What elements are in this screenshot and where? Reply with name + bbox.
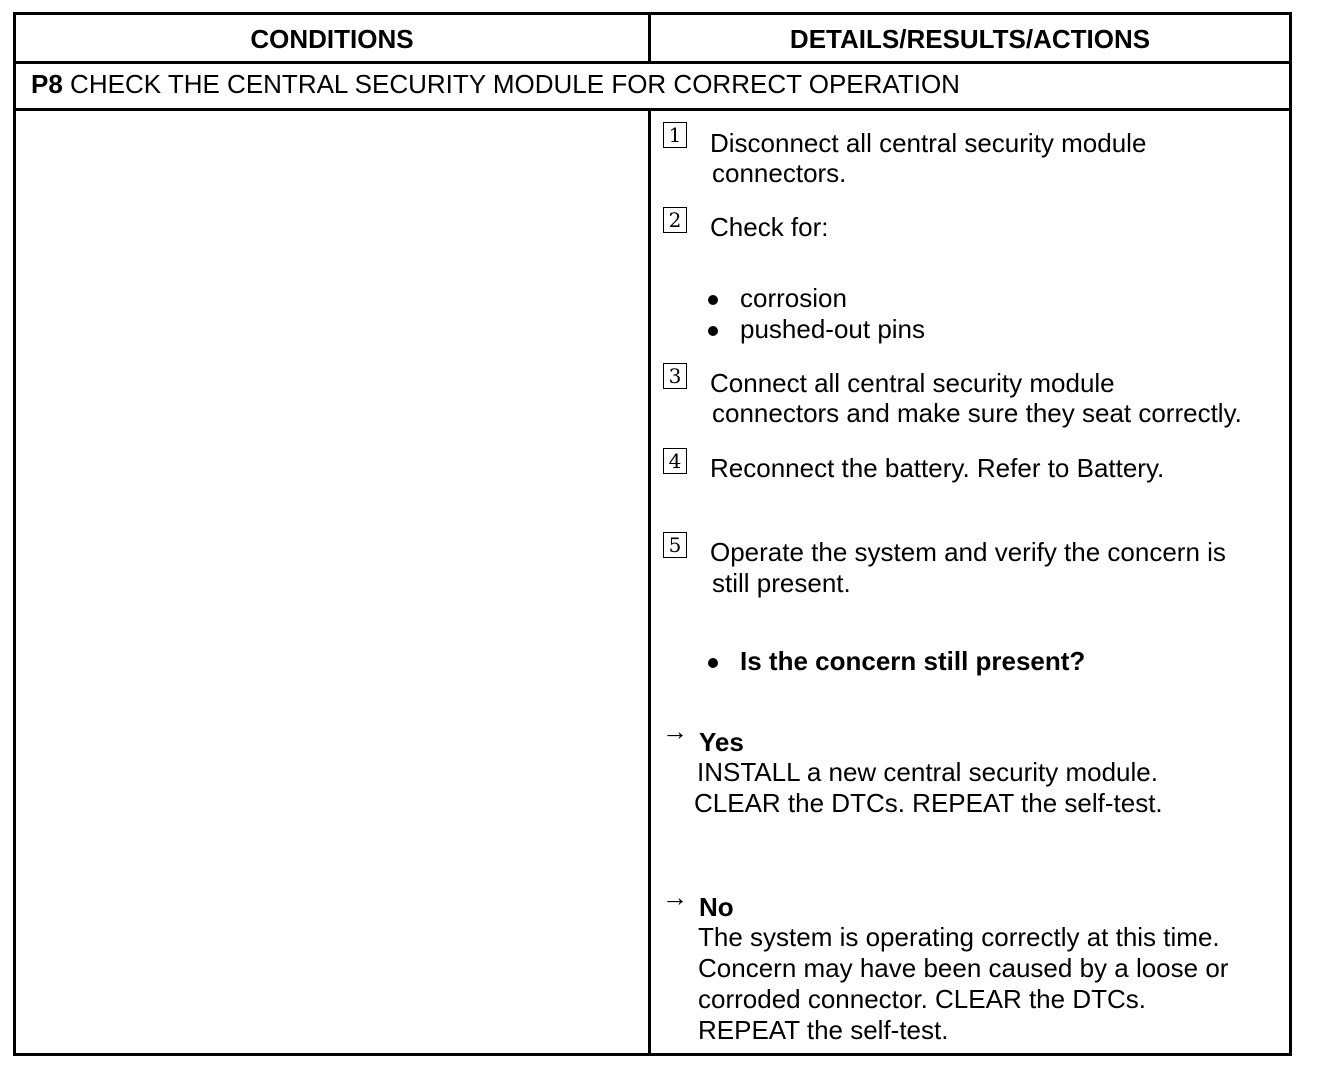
title-divider [16,108,1289,111]
step-2-line-1: Check for: [710,212,829,242]
conditions-header: CONDITIONS [250,23,414,54]
section-title [31,69,960,100]
section-id: P8 [31,69,63,99]
step-1-line-1: Disconnect all central security module [710,128,1147,158]
no-line-3: corroded connector. CLEAR the DTCs. [698,984,1146,1014]
step-5-number-box: 5 [663,532,687,558]
no-line-4: REPEAT the self-test. [698,1015,949,1045]
arrow-right-icon: → [662,716,688,746]
step-4-number-box: 4 [663,448,687,474]
step-3-line-2: connectors and make sure they seat correctly. [712,398,1242,428]
question-text: Is the concern still present? [740,646,1086,676]
bullet-icon [708,326,718,336]
step-1-number-box: 1 [663,122,687,148]
bullet-icon [708,295,718,305]
no-label: No [699,892,734,922]
details-header: DETAILS/RESULTS/ACTIONS [789,23,1151,54]
check-item-corrosion: corrosion [740,283,847,313]
yes-label: Yes [699,727,744,757]
no-line-1: The system is operating correctly at this time. [698,922,1220,952]
yes-line-1: INSTALL a new central security module. [697,757,1158,787]
step-4-line-1: Reconnect the battery. Refer to Battery. [710,453,1165,483]
arrow-right-icon: → [662,882,688,912]
step-3-line-1: Connect all central security module [710,368,1115,398]
no-line-2: Concern may have been caused by a loose or [698,953,1229,983]
step-2-number-box: 2 [663,207,687,233]
step-3-number-box: 3 [663,363,687,389]
section-title-text: CHECK THE CENTRAL SECURITY MODULE FOR CORRECT OPERATION [70,69,960,99]
check-item-pushed-out-pins: pushed-out pins [740,314,926,344]
procedure-table [13,12,1292,1056]
step-5-line-1: Operate the system and verify the concern is [710,537,1226,567]
bullet-icon [708,658,718,668]
step-1-line-2: connectors. [712,158,847,188]
body-column-divider [648,108,651,1053]
step-5-line-2: still present. [712,568,851,598]
yes-line-2: CLEAR the DTCs. REPEAT the self-test. [694,788,1163,818]
